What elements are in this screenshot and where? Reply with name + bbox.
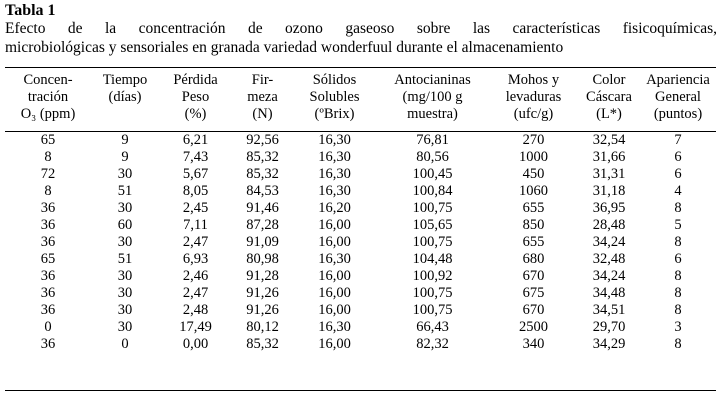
table-cell: 34,24 <box>592 234 626 250</box>
header-line: (N) <box>252 106 273 122</box>
table-cell: 16,00 <box>318 234 351 250</box>
table-cell: 2,46 <box>182 268 209 284</box>
table-cell: 36 <box>40 302 56 318</box>
table-cell: 91,26 <box>246 285 279 301</box>
header-line: (puntos) <box>653 106 703 122</box>
table-cell: 29,70 <box>592 319 626 335</box>
table-cell: 87,28 <box>246 217 279 233</box>
table-cell: 72 <box>40 166 56 182</box>
table-cell: 91,46 <box>246 200 279 216</box>
table-cell: 105,65 <box>412 217 453 233</box>
table-cell: 60 <box>117 217 133 233</box>
header-line: Sólidos <box>312 72 357 88</box>
table-cell: 84,53 <box>246 183 279 199</box>
table-cell: 28,48 <box>592 217 626 233</box>
table-cell: 16,30 <box>318 166 351 182</box>
table-cell: 16,00 <box>318 285 351 301</box>
table-cell: 16,30 <box>318 251 351 267</box>
header-line: meza <box>247 89 278 105</box>
table-cell: 36 <box>40 200 56 216</box>
table-cell: 30 <box>117 200 133 216</box>
table-cell: 16,00 <box>318 268 351 284</box>
table-cell: 36 <box>40 234 56 250</box>
table-cell: 6,93 <box>182 251 209 267</box>
column-header-concentration <box>5 70 91 129</box>
table-cell: 36 <box>40 217 56 233</box>
table-cell: 270 <box>522 132 545 148</box>
caption-line-1: Efecto de la concentración de ozono gaseoso sobre las características fisicoquímicas, <box>5 20 717 37</box>
table-cell: 0 <box>121 336 129 352</box>
table-cell: 30 <box>117 319 133 335</box>
table-row <box>5 234 716 251</box>
table-cell: 76,81 <box>416 132 449 148</box>
table-cell: 6 <box>674 251 682 267</box>
table-top-rule <box>5 67 716 68</box>
table-cell: 85,32 <box>246 336 279 352</box>
column-header-peel-color <box>578 70 640 129</box>
table-cell: 51 <box>117 183 133 199</box>
table-cell: 16,30 <box>318 183 351 199</box>
table-cell: 16,30 <box>318 149 351 165</box>
column-header-time <box>91 70 159 129</box>
header-line: Pérdida <box>173 72 218 88</box>
table-body <box>5 129 716 353</box>
table-cell: 16,20 <box>318 200 351 216</box>
table-row <box>5 336 716 353</box>
table-cell: 6,21 <box>182 132 209 148</box>
table-cell: 8 <box>674 285 682 301</box>
table-cell: 17,49 <box>179 319 212 335</box>
table-cell: 91,26 <box>246 302 279 318</box>
header-line: Peso <box>181 89 210 105</box>
table-cell: 340 <box>522 336 545 352</box>
table-cell: 7,43 <box>182 149 209 165</box>
header-line: O₃ (ppm) <box>20 106 76 122</box>
table-cell: 5,67 <box>182 166 209 182</box>
table-cell: 36 <box>40 285 56 301</box>
table-cell: 5 <box>674 217 682 233</box>
header-line: Cáscara <box>586 89 632 105</box>
table-cell: 32,54 <box>592 132 626 148</box>
table-cell: 100,84 <box>412 183 453 199</box>
table-cell: 2500 <box>519 319 548 335</box>
table-cell: 2,47 <box>182 285 209 301</box>
table-row <box>5 129 716 149</box>
header-line: Solubles <box>309 89 360 105</box>
table-caption <box>5 19 717 57</box>
table-cell: 82,32 <box>416 336 449 352</box>
data-table <box>5 70 716 353</box>
table-cell: 670 <box>522 302 545 318</box>
table-cell: 65 <box>40 132 56 148</box>
table-cell: 66,43 <box>416 319 449 335</box>
table-row <box>5 200 716 217</box>
table-row <box>5 217 716 234</box>
table-cell: 2,45 <box>182 200 209 216</box>
table-cell: 6 <box>674 149 682 165</box>
table-cell: 34,48 <box>592 285 626 301</box>
table-cell: 7,11 <box>183 217 208 233</box>
column-header-firmness <box>232 70 293 129</box>
table-cell: 100,75 <box>412 234 453 250</box>
header-line: levaduras <box>505 89 562 105</box>
header-line: Apariencia <box>646 72 710 88</box>
table-cell: 30 <box>117 234 133 250</box>
table-row <box>5 302 716 319</box>
table-cell: 32,48 <box>592 251 626 267</box>
table-cell: 655 <box>522 200 545 216</box>
table-cell: 16,00 <box>318 336 351 352</box>
header-line: (ufc/g) <box>513 106 554 122</box>
table-bottom-rule <box>5 390 716 391</box>
table-cell: 34,24 <box>592 268 626 284</box>
table-cell: 16,30 <box>318 132 351 148</box>
table-cell: 4 <box>674 183 682 199</box>
table-cell: 36 <box>40 336 56 352</box>
table-cell: 6 <box>674 166 682 182</box>
header-line: (mg/100 g <box>402 89 463 105</box>
header-line: Color <box>592 72 626 88</box>
table-cell: 100,92 <box>412 268 453 284</box>
table-cell: 30 <box>117 166 133 182</box>
table-cell: 51 <box>117 251 133 267</box>
header-row <box>5 70 716 129</box>
table-cell: 2,47 <box>182 234 209 250</box>
table-cell: 16,00 <box>318 302 351 318</box>
table-label: Tabla 1 <box>5 2 56 19</box>
table-cell: 80,56 <box>416 149 449 165</box>
table-cell: 8 <box>674 234 682 250</box>
table-cell: 36,95 <box>592 200 626 216</box>
table-row <box>5 285 716 302</box>
table-cell: 92,56 <box>246 132 279 148</box>
table-cell: 100,45 <box>412 166 453 182</box>
table-cell: 30 <box>117 268 133 284</box>
table-cell: 8 <box>44 149 52 165</box>
table-cell: 8 <box>674 302 682 318</box>
table-cell: 8 <box>44 183 52 199</box>
table-cell: 655 <box>522 234 545 250</box>
table-cell: 670 <box>522 268 545 284</box>
header-line: muestra) <box>407 106 458 122</box>
table-cell: 31,66 <box>592 149 626 165</box>
table-cell: 450 <box>522 166 545 182</box>
header-line: Concen- <box>23 72 73 88</box>
table-cell: 80,12 <box>246 319 279 335</box>
table-cell: 0,00 <box>182 336 209 352</box>
column-header-general-appearance <box>640 70 716 129</box>
table-cell: 100,75 <box>412 285 453 301</box>
column-header-molds-yeasts <box>489 70 578 129</box>
table-cell: 3 <box>674 319 682 335</box>
table-cell: 31,18 <box>592 183 626 199</box>
table-row <box>5 183 716 200</box>
table-row <box>5 319 716 336</box>
table-cell: 30 <box>117 302 133 318</box>
table-cell: 850 <box>522 217 545 233</box>
table-cell: 8,05 <box>182 183 209 199</box>
table-cell: 85,32 <box>246 166 279 182</box>
table-cell: 91,28 <box>246 268 279 284</box>
column-header-soluble-solids <box>293 70 376 129</box>
table-cell: 2,48 <box>182 302 209 318</box>
header-line: (días) <box>108 89 142 105</box>
table-cell: 65 <box>40 251 56 267</box>
table-cell: 675 <box>522 285 545 301</box>
table-cell: 80,98 <box>246 251 279 267</box>
table-cell: 34,29 <box>592 336 626 352</box>
table-cell: 7 <box>674 132 682 148</box>
table-cell: 8 <box>674 268 682 284</box>
table-cell: 16,30 <box>318 319 351 335</box>
table-cell: 34,51 <box>592 302 626 318</box>
table-cell: 100,75 <box>412 200 453 216</box>
table-row <box>5 268 716 285</box>
table-cell: 8 <box>674 336 682 352</box>
table-cell: 8 <box>674 200 682 216</box>
header-line: Fir- <box>251 72 274 88</box>
table-cell: 680 <box>522 251 545 267</box>
header-line: tración <box>27 89 69 105</box>
table-cell: 9 <box>121 132 129 148</box>
table-cell: 1000 <box>519 149 548 165</box>
table-cell: 36 <box>40 268 56 284</box>
table-row <box>5 166 716 183</box>
header-line: (L*) <box>596 106 622 122</box>
column-header-weight-loss <box>159 70 232 129</box>
header-line: (ºBrix) <box>314 106 355 122</box>
header-line: Mohos y <box>507 72 560 88</box>
table-cell: 16,00 <box>318 217 351 233</box>
caption-line-2: microbiológicas y sensoriales en granada variedad wonderfuul durante el almacenamiento <box>5 39 564 56</box>
table-cell: 1060 <box>519 183 548 199</box>
header-line: Tiempo <box>102 72 148 88</box>
table-row <box>5 251 716 268</box>
table-cell: 30 <box>117 285 133 301</box>
header-line: General <box>655 89 701 105</box>
column-header-anthocyanins <box>376 70 489 129</box>
table-cell: 104,48 <box>412 251 453 267</box>
table-cell: 100,75 <box>412 302 453 318</box>
table-cell: 91,09 <box>246 234 279 250</box>
table-row <box>5 149 716 166</box>
table-cell: 0 <box>44 319 52 335</box>
table-cell: 85,32 <box>246 149 279 165</box>
table-cell: 31,31 <box>592 166 626 182</box>
table-cell: 9 <box>121 149 129 165</box>
header-line: (%) <box>184 106 207 122</box>
header-line: Antocianinas <box>394 72 471 88</box>
